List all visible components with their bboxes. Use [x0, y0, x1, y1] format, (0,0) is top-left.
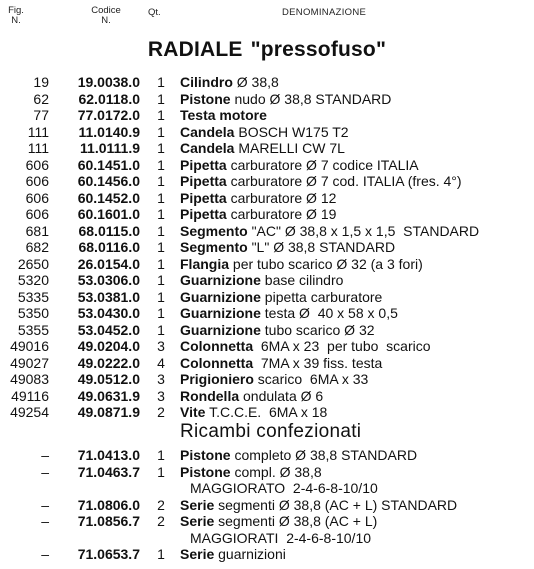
parts-table [0, 74, 534, 421]
part-code: 11.0140.9 [78, 123, 140, 140]
part-quantity: 1 [157, 107, 165, 123]
part-row [0, 223, 534, 240]
part-description: "L" Ø 38,8 STANDARD [247, 239, 396, 255]
header-qt: Qt. [148, 7, 161, 18]
part-denomination [180, 140, 345, 157]
part-row [0, 140, 534, 157]
part-fig-number: 2650 [17, 255, 49, 272]
part-fig-number: 49016 [10, 338, 49, 354]
part-code: 49.0204.0 [77, 338, 140, 354]
part-name: Serie [180, 496, 215, 513]
kit-row [0, 447, 534, 464]
part-fig-number: 5350 [17, 305, 49, 321]
part-fig-number: 681 [25, 222, 49, 239]
part-row [0, 289, 534, 306]
part-denomination [180, 256, 423, 273]
part-code: 11.0111.9 [80, 140, 140, 156]
part-row [0, 157, 534, 174]
part-quantity: 2 [157, 404, 165, 420]
part-row [0, 272, 534, 289]
part-description: scarico 6MA x 33 [253, 371, 369, 387]
part-denomination [180, 546, 286, 563]
part-denomination [180, 322, 375, 339]
part-quantity: 2 [157, 513, 165, 529]
part-row [0, 190, 534, 207]
part-fig-number: 19 [33, 74, 49, 90]
part-fig-number: – [41, 513, 49, 529]
part-fig-number: 49083 [10, 371, 49, 387]
part-quantity: 3 [157, 387, 165, 404]
part-description: BOSCH W175 T2 [234, 123, 349, 140]
part-name: Flangia [180, 255, 230, 272]
kits-table [0, 447, 534, 563]
part-fig-number: 606 [25, 189, 49, 206]
part-code: 19.0038.0 [77, 74, 140, 90]
part-description: segmenti Ø 38,8 (AC + L) [214, 513, 378, 529]
part-code: 49.0871.9 [77, 404, 140, 420]
part-name: Candela [180, 123, 235, 140]
part-name: Prigioniero [180, 371, 254, 387]
part-fig-number: 5335 [17, 288, 49, 305]
part-row [0, 239, 534, 256]
part-fig-number: 606 [25, 206, 49, 222]
part-name: Guarnizione [180, 321, 261, 338]
part-fig-number: 5355 [17, 321, 49, 338]
part-quantity: 1 [157, 305, 165, 321]
part-quantity: 1 [157, 288, 165, 305]
part-denomination [180, 338, 431, 355]
part-fig-number: – [41, 463, 49, 480]
part-denomination [180, 355, 382, 372]
part-code: 62.0118.0 [78, 90, 140, 107]
part-fig-number: 77 [33, 107, 49, 123]
part-row [0, 124, 534, 141]
part-denomination [180, 74, 279, 91]
part-denomination [180, 289, 382, 306]
part-denomination [180, 190, 336, 207]
part-description: MAGGIORATO 2-4-6-8-10/10 [190, 480, 378, 496]
part-name: Guarnizione [180, 288, 261, 305]
header-fig: Fig. N. [8, 5, 24, 26]
part-name: Rondella [180, 387, 240, 404]
part-code: 71.0463.7 [77, 463, 140, 480]
part-quantity: 1 [157, 546, 165, 562]
part-denomination [180, 157, 419, 174]
part-fig-number: 5320 [17, 272, 49, 288]
part-fig-number: – [41, 496, 49, 513]
part-description: MARELLI CW 7L [234, 140, 345, 156]
part-quantity: 1 [157, 272, 165, 288]
part-row [0, 107, 534, 124]
part-name: Colonnetta [180, 338, 254, 354]
part-row [0, 322, 534, 339]
part-name: Guarnizione [180, 305, 261, 321]
part-name: Vite [180, 404, 206, 420]
part-denomination [190, 480, 378, 497]
part-row [0, 388, 534, 405]
part-fig-number: – [41, 447, 49, 463]
part-code: 60.1452.0 [77, 189, 140, 206]
part-name: Pipetta [180, 206, 227, 222]
part-name: Pipetta [180, 189, 227, 206]
part-fig-number: 49254 [10, 404, 49, 420]
part-quantity: 1 [157, 123, 165, 140]
part-name: Colonnetta [180, 354, 254, 371]
page-title [0, 38, 534, 62]
part-fig-number: 49116 [11, 387, 49, 404]
part-denomination [180, 91, 391, 108]
part-quantity: 1 [157, 140, 165, 156]
part-quantity: 1 [157, 321, 165, 338]
part-quantity: 1 [157, 74, 165, 90]
part-denomination [180, 371, 368, 388]
part-name: Pistone [180, 90, 231, 107]
part-name: Candela [180, 140, 235, 156]
part-row [0, 338, 534, 355]
part-code: 71.0806.0 [77, 496, 140, 513]
part-code: 53.0452.0 [77, 321, 140, 338]
part-description: 7MA x 39 fiss. testa [253, 354, 383, 371]
part-name: Guarnizione [180, 272, 261, 288]
part-name: Pistone [180, 447, 231, 463]
kit-row [0, 497, 534, 514]
part-quantity: 1 [157, 206, 165, 222]
part-denomination [180, 513, 377, 530]
part-code: 60.1456.0 [77, 173, 140, 189]
part-fig-number: 111 [27, 123, 49, 140]
part-quantity: 1 [157, 173, 165, 189]
part-name: Segmento [180, 222, 248, 239]
part-row [0, 173, 534, 190]
part-denomination [180, 206, 336, 223]
part-description: T.C.C.E. 6MA x 18 [205, 404, 328, 420]
part-row [0, 404, 534, 421]
part-fig-number: 606 [25, 156, 49, 173]
part-code: 60.1451.0 [77, 156, 140, 173]
part-denomination [180, 464, 322, 481]
part-description: "AC" Ø 38,8 x 1,5 x 1,5 STANDARD [247, 222, 480, 239]
part-description: Ø 38,8 [232, 74, 279, 90]
part-denomination [180, 107, 267, 124]
part-row [0, 91, 534, 108]
part-code: 77.0172.0 [77, 107, 140, 123]
part-description: nudo Ø 38,8 STANDARD [230, 90, 392, 107]
part-quantity: 1 [157, 255, 165, 272]
part-code: 71.0856.7 [77, 513, 140, 529]
part-description: carburatore Ø 7 cod. ITALIA (fres. 4°) [226, 173, 462, 189]
part-description: carburatore Ø 12 [226, 189, 337, 206]
part-quantity: 1 [157, 189, 165, 206]
part-description: per tubo scarico Ø 32 (a 3 fori) [229, 255, 423, 272]
part-fig-number: 49027 [10, 354, 49, 371]
part-name: Segmento [180, 239, 248, 255]
header-denominazione: DENOMINAZIONE [282, 7, 367, 18]
part-code: 49.0222.0 [77, 354, 140, 371]
part-code: 49.0631.9 [77, 387, 140, 404]
part-quantity: 1 [157, 156, 165, 173]
part-description: 6MA x 23 per tubo scarico [253, 338, 431, 354]
kit-row [0, 546, 534, 563]
part-quantity: 4 [157, 354, 165, 371]
part-description: completo Ø 38,8 STANDARD [230, 447, 418, 463]
part-denomination [180, 272, 343, 289]
part-row [0, 355, 534, 372]
part-denomination [180, 388, 323, 405]
part-row [0, 305, 534, 322]
part-quantity: 1 [157, 222, 165, 239]
part-description: compl. Ø 38,8 [230, 463, 322, 480]
part-description: tubo scarico Ø 32 [260, 321, 375, 338]
part-denomination [180, 223, 479, 240]
part-description: carburatore Ø 19 [226, 206, 337, 222]
part-quantity: 1 [157, 447, 165, 463]
part-description: testa Ø 40 x 58 x 0,5 [260, 305, 398, 321]
part-name: Pipetta [180, 156, 227, 173]
part-quantity: 1 [157, 463, 165, 480]
part-name: Serie [180, 513, 215, 529]
part-code: 49.0512.0 [77, 371, 140, 387]
column-header [0, 4, 534, 34]
part-quantity: 1 [157, 90, 165, 107]
kit-row [0, 513, 534, 530]
part-description: base cilindro [260, 272, 344, 288]
part-fig-number: 682 [25, 239, 49, 255]
part-name: Testa motore [180, 107, 267, 123]
part-fig-number: 606 [25, 173, 49, 189]
part-description: guarnizioni [214, 546, 286, 562]
part-row [0, 74, 534, 91]
part-denomination [180, 239, 395, 256]
part-denomination [180, 447, 417, 464]
part-fig-number: 62 [33, 90, 49, 107]
part-code: 68.0115.0 [78, 222, 140, 239]
part-denomination [180, 497, 457, 514]
part-row [0, 206, 534, 223]
part-fig-number: 111 [27, 140, 49, 156]
part-description: segmenti Ø 38,8 (AC + L) STANDARD [214, 496, 458, 513]
part-name: Pipetta [180, 173, 227, 189]
part-row [0, 371, 534, 388]
header-codice: Codice N. [91, 5, 121, 26]
section-title: Ricambi confezionati [180, 421, 362, 442]
part-code: 53.0430.0 [77, 305, 140, 321]
part-quantity: 2 [157, 496, 165, 513]
part-denomination [180, 305, 398, 322]
part-name: Pistone [180, 463, 231, 480]
kit-row [0, 464, 534, 481]
part-code: 71.0653.7 [77, 546, 140, 562]
part-code: 71.0413.0 [77, 447, 140, 463]
part-description: MAGGIORATI 2-4-6-8-10/10 [190, 529, 372, 546]
kit-row [0, 480, 534, 497]
part-denomination [180, 124, 349, 141]
part-quantity: 3 [157, 338, 165, 354]
part-description: pipetta carburatore [260, 288, 383, 305]
part-denomination [180, 173, 462, 190]
part-quantity: 1 [157, 239, 165, 255]
part-name: Cilindro [180, 74, 233, 90]
part-denomination [190, 530, 371, 547]
part-code: 53.0381.0 [77, 288, 140, 305]
part-code: 68.0116.0 [78, 239, 140, 255]
part-quantity: 3 [157, 371, 165, 387]
part-fig-number: – [41, 546, 49, 562]
part-row [0, 256, 534, 273]
part-code: 60.1601.0 [77, 206, 140, 222]
part-denomination [180, 404, 327, 421]
part-name: Serie [180, 546, 215, 562]
kit-row [0, 530, 534, 547]
title-main: RADIALE [147, 38, 243, 61]
part-code: 53.0306.0 [77, 272, 140, 288]
part-description: carburatore Ø 7 codice ITALIA [226, 156, 419, 173]
part-code: 26.0154.0 [77, 255, 140, 272]
part-description: ondulata Ø 6 [239, 387, 324, 404]
title-sub: "pressofuso" [250, 38, 387, 61]
